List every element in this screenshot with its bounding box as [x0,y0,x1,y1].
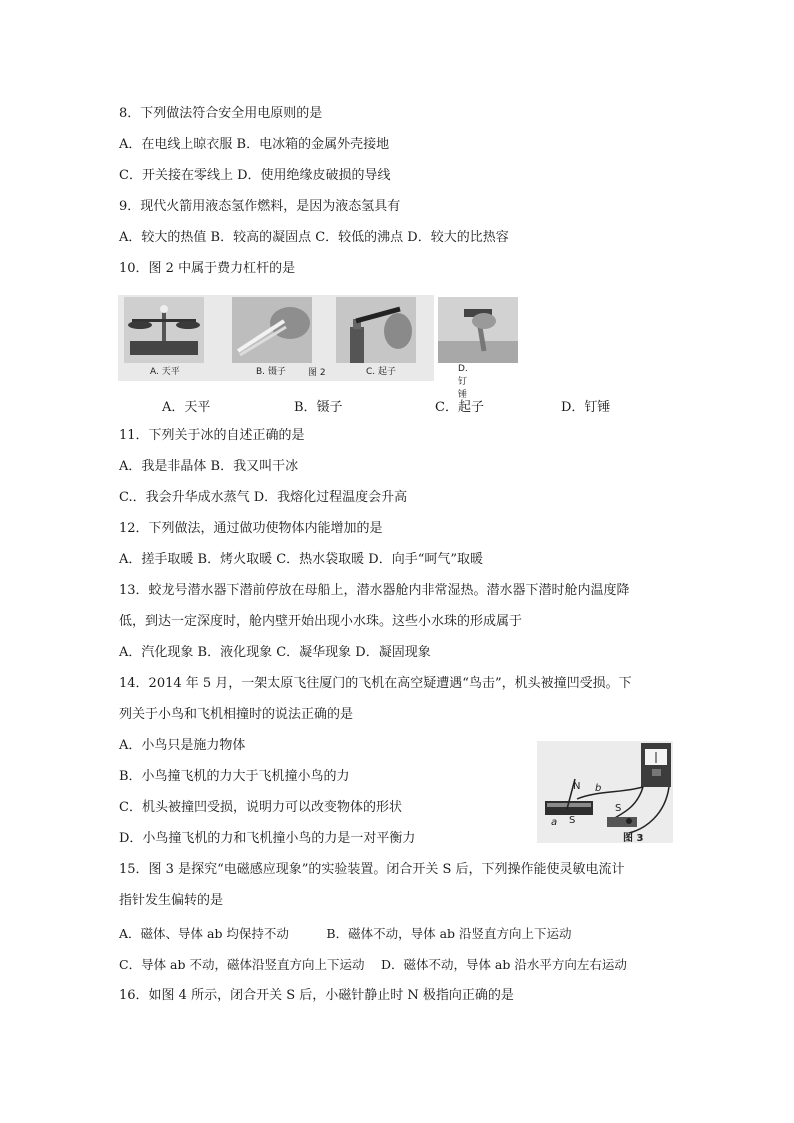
bottle-opener-photo [336,297,416,363]
q10-option-a: A．天平 [162,400,211,415]
q13-stem-line-1: 13．蛟龙号潜水器下潜前停放在母船上，潜水器舱内非常湿热。潜水器下潜时舱内温度降 [119,583,630,598]
q15-stem-line-2: 指针发生偏转的是 [119,893,224,908]
q8-options-cd: C．开关接在零线上 D．使用绝缘皮破损的导线 [119,168,391,183]
q15-stem-line-1: 15．图 3 是探究“电磁感应现象”的实验装置。闭合开关 S 后，下列操作能使灵敏电流计 [119,862,625,877]
q15-options-ab: A．磁体、导体 ab 均保持不动 B．磁体不动，导体 ab 沿竖直方向上下运动 [119,926,572,941]
q8-stem: 8．下列做法符合安全用电原则的是 [119,106,323,121]
fig3-label-b: b [595,783,602,794]
q12-stem: 12．下列做法，通过做功使物体内能增加的是 [119,521,383,536]
q13-options: A．汽化现象 B．液化现象 C．凝华现象 D．凝固现象 [119,645,431,660]
fig3-label-n: N [573,781,581,792]
tweezers-photo [232,297,312,363]
figure-2 [118,295,468,400]
q10-option-d: D．钉锤 [561,400,611,415]
q14-stem-line-2: 列关于小鸟和飞机相撞时的说法正确的是 [119,707,354,722]
q16-stem: 16．如图 4 所示，闭合开关 S 后，小磁针静止时 N 极指向正确的是 [119,988,514,1003]
q10-option-c: C．起子 [435,400,484,415]
balance-photo [124,297,204,363]
q13-stem-line-2: 低，到达一定深度时，舱内壁开始出现小水珠。这些小水珠的形成属于 [119,614,523,629]
q14-option-b: B．小鸟撞飞机的力大于飞机撞小鸟的力 [119,769,350,784]
fig2-caption-a: A. 天平 [150,367,180,377]
fig2-caption-c: C. 起子 [366,367,397,377]
q12-options: A．搓手取暖 B．烤火取暖 C．热水袋取暖 D．向手“呵气”取暖 [119,552,484,567]
q10-option-b: B．镊子 [294,400,343,415]
figure-3 [537,741,673,843]
claw-hammer-photo [438,297,518,363]
fig2-caption-figure: 图 2 [308,368,326,378]
q14-option-c: C．机头被撞凹受损，说明力可以改变物体的形状 [119,800,402,815]
q11-stem: 11．下列关于冰的自述正确的是 [119,428,305,443]
fig3-label-s-switch: S [615,803,622,814]
fig2-caption-b: B. 镊子 [256,367,286,377]
q11-options-cd: C.．我会升华成水蒸气 D．我熔化过程温度会升高 [119,490,408,505]
q11-options-ab: A．我是非晶体 B．我又叫干冰 [119,459,299,474]
electromagnetic-induction-diagram [537,741,673,843]
q9-options: A．较大的热值 B．较高的凝固点 C．较低的沸点 D．较大的比热容 [119,230,509,245]
q14-option-d: D．小鸟撞飞机的力和飞机撞小鸟的力是一对平衡力 [119,831,416,846]
q14-stem-line-1: 14．2014 年 5 月，一架太原飞往厦门的飞机在高空疑遭遇“鸟击”，机头被撞凹受损。下 [119,676,632,691]
fig3-caption: 图 3 [623,833,644,844]
q10-stem: 10．图 2 中属于费力杠杆的是 [119,261,296,276]
fig2-caption-d: D. 钉锤 [458,364,468,400]
fig3-label-s-magnet: S [569,815,576,826]
q8-options-ab: A．在电线上晾衣服 B．电冰箱的金属外壳接地 [119,137,390,152]
q9-stem: 9．现代火箭用液态氢作燃料，是因为液态氢具有 [119,199,401,214]
q14-option-a: A．小鸟只是施力物体 [119,738,246,753]
fig3-label-a: a [551,817,558,828]
q15-options-cd: C．导体 ab 不动，磁体沿竖直方向上下运动 D．磁体不动，导体 ab 沿水平方向左右运动 [119,957,627,972]
